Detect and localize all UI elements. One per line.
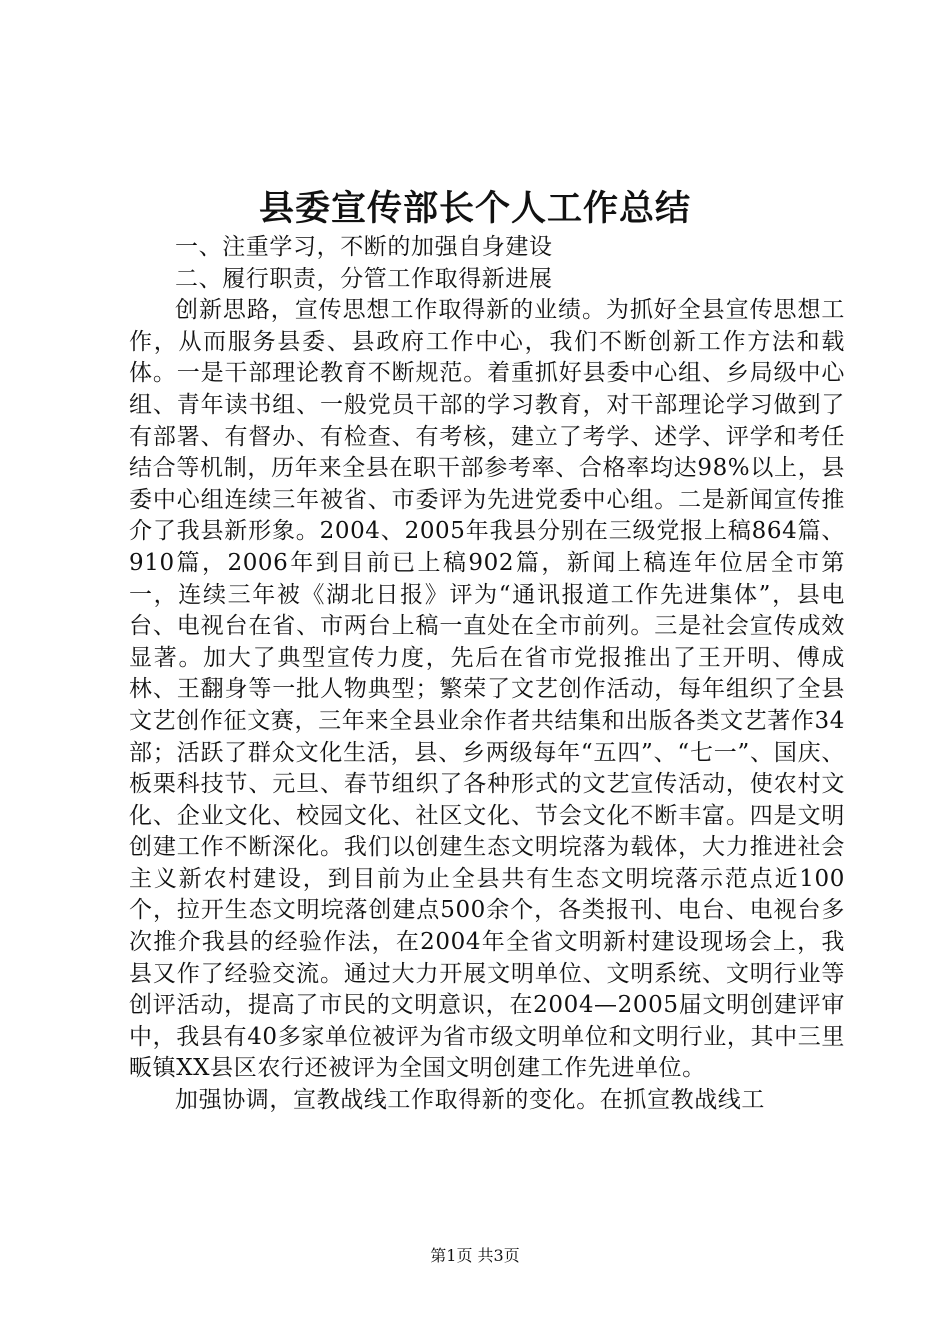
section-heading-2: 二、履行职责，分管工作取得新进展 — [175, 265, 553, 292]
document-title: 县委宣传部长个人工作总结 — [258, 188, 691, 229]
section-heading-1: 一、注重学习，不断的加强自身建设 — [175, 234, 553, 260]
page-number: 第1页 共3页 — [430, 1246, 520, 1265]
document-body — [129, 232, 845, 1117]
body-paragraph: 创新思路，宣传思想工作取得新的业绩。为抓好全县宣传思想工作，从而服务县委、县政府工作中心，我们不断创新工作方法和载体。一是干部理论教育不断规范。着重抓好县委中心组、乡局级中心组、青年读书组、一般党员干部的学习教育，对干部理论学习做到了有部署、有督办、有检查、有考核，建立了考学、述学、评学和考任结合等机制，历年来全县在职干部参考率、合格率均达98%以上，县委中心组连续三年被省、市委评为先进党委中心组。二是新闻宣传推介了我县新形象。2004、2005年我县分别在三级党报上稿864篇、910篇，2006年到目前已上稿902篇，新闻上稿连年位居全市第一，连续三年被《湖北日报》评为“通讯报道工作先进集体”，县电台、电视台在省、市两台上稿一直处在全市前列。三是社会宣传成效显著。加大了典型宣传力度，先后在省市党报推出了王开明、傅成林、王翻身等一批人物典型；繁荣了文艺创作活动，每年组织了全县文艺创作征文赛，三年来全县业余作者共结集和出版各类文艺著作34部；活跃了群众文化生活，县、乡两级每年“五四”、“七一”、国庆、板栗科技节、元旦、春节组织了各种形式的文艺宣传活动，使农村文化、企业文化、校园文化、社区文化、节会文化不断丰富。四是文明创建工作不断深化。我们以创建生态文明垸落为载体，大力推进社会主义新农村建设，到目前为止全县共有生态文明垸落示范点近100个，拉开生态文明垸落创建点500余个，各类报刊、电台、电视台多次推介我县的经验作法，在2004年全省文明新村建设现场会上，我县又作了经验交流。通过大力开展文明单位、文明系统、文明行业等创评活动，提高了市民的文明意识，在2004—2005届文明创建评审中，我县有40多家单位被评为省市级文明单位和文明行业，其中三里畈镇XX县区农行还被评为全国文明创建工作先进单位。 — [129, 297, 845, 1082]
body-paragraph: 加强协调，宣教战线工作取得新的变化。在抓宣教战线工 — [175, 1087, 765, 1114]
